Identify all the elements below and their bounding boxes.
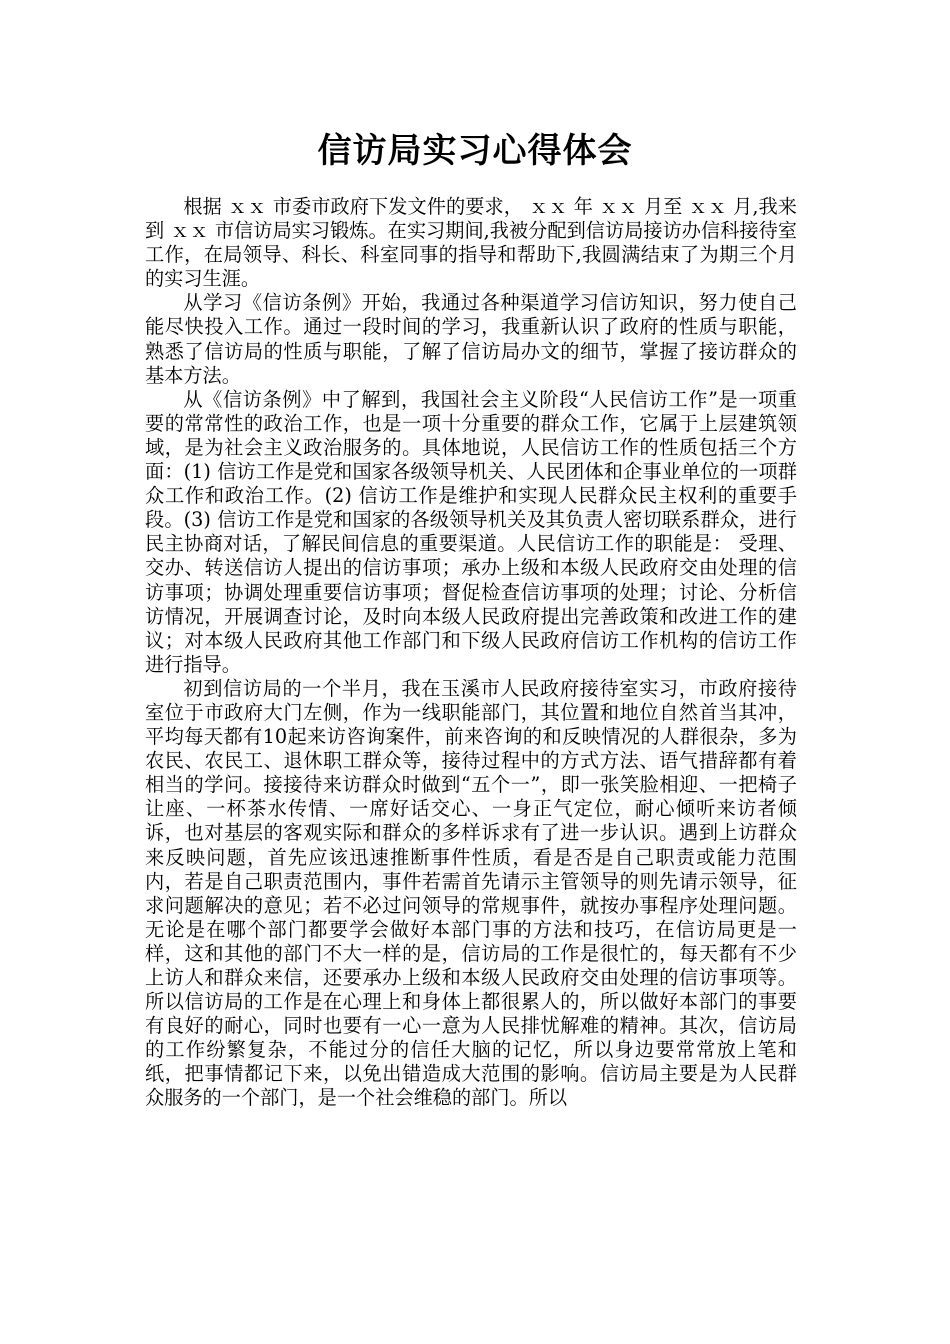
paragraph-4: 初到信访局的一个半月，我在玉溪市人民政府接待室实习，市政府接待室位于市政府大门左侧，作为一线职能部门，其位置和地位自然首当其冲，平均每天都有10起来访咨询案件，前来咨询的和反映情况的人群很杂，多为农民、农民工、退休职工群众等，接待过程中的方式方法、语气措辞都有着相当的学问。接接待来访群众时做到“五个一”，即一张笑脸相迎、一把椅子让座、一杯茶水传情、一席好话交心、一身正气定位，耐心倾听来访者倾诉，也对基层的客观实际和群众的多样诉求有了进一步认识。遇到上访群众来反映问题，首先应该迅速推断事件性质，看是否是自己职责或能力范围内，若是自己职责范围内，事件若需首先请示主管领导的则先请示领导，征求问题解决的意见；若不必过问领导的常规事件，就按办事程序处理问题。无论是在哪个部门都要学会做好本部门事的方法和技巧，在信访局更是一样，这和其他的部门不大一样的是，信访局的工作是很忙的，每天都有不少上访人和群众来信，还要承办上级和本级人民政府交由处理的信访事项等。所以信访局的工作是在心理上和身体上都很累人的，所以做好本部门的事要有良好的耐心，同时也要有一心一意为人民排忧解难的精神。其次，信访局的工作纷繁复杂，不能过分的信任大脑的记忆，所以身边要常常放上笔和纸，把事情都记下来，以免出错造成大范围的影响。信访局主要是为人民群众服务的一个部门，是一个社会维稳的部门。所以 [145, 676, 797, 1110]
paragraph-1: 根据 ｘｘ 市委市政府下发文件的要求， ｘｘ 年 ｘｘ 月至 ｘｘ 月,我来到 ｘｘ 市信访局实习锻炼。在实习期间,我被分配到信访局接访办信科接待室工作，在局领导、科长、科室同事的指导和帮助下,我圆满结束了为期三个月的实习生涯。 [145, 195, 797, 291]
document-body [145, 195, 797, 1111]
document-title: 信访局实习心得体会 [317, 131, 633, 171]
paragraph-2: 从学习《信访条例》开始，我通过各种渠道学习信访知识，努力使自己能尽快投入工作。通过一段时间的学习，我重新认识了政府的性质与职能，熟悉了信访局的性质与职能，了解了信访局办文的细节，掌握了接访群众的基本方法。 [145, 291, 797, 387]
paragraph-3: 从《信访条例》中了解到，我国社会主义阶段“人民信访工作”是一项重要的常常性的政治工作，也是一项十分重要的群众工作，它属于上层建筑领域，是为社会主义政治服务的。具体地说，人民信访工作的性质包括三个方面：(1) 信访工作是党和国家各级领导机关、人民团体和企事业单位的一项群众工作和政治工作。(2) 信访工作是维护和实现人民群众民主权利的重要手段。(3) 信访工作是党和国家的各级领导机关及其负责人密切联系群众，进行民主协商对话，了解民间信息的重要渠道。人民信访工作的职能是： 受理、交办、转送信访人提出的信访事项；承办上级和本级人民政府交由处理的信访事项；协调处理重要信访事项；督促检查信访事项的处理；讨论、分析信访情况，开展调查讨论，及时向本级人民政府提出完善政策和改进工作的建议；对本级人民政府其他工作部门和下级人民政府信访工作机构的信访工作进行指导。 [145, 387, 797, 676]
